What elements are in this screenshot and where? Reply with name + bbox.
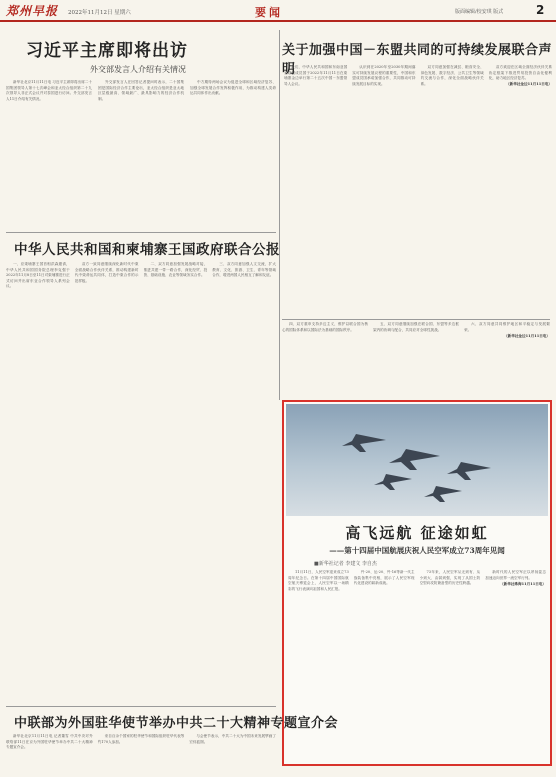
feature-byline: ■新华社记者 李建文 李自杰 [314, 561, 377, 567]
text-column [354, 570, 415, 760]
paragraph: 一、应柬埔寨王国首相洪森邀请，中华人民共和国国务院总理李克强于2022年11月8日至11日对柬埔寨进行正式访问并出席东亚合作领导人系列会议。 [6, 262, 70, 288]
source-tag: （新华社金边11月11日电） [504, 333, 550, 338]
paragraph: 四、双方重申支持多边主义，维护以联合国为核心的国际体系和以国际法为基础的国际秩序。 [282, 322, 368, 332]
article-subheadline: 外交部发言人介绍有关情况 [90, 65, 186, 74]
text-column [352, 65, 415, 317]
article-body-continued [282, 322, 550, 402]
text-column [189, 734, 276, 774]
jet-icon [374, 474, 412, 490]
article-body [6, 734, 276, 774]
feature-headline: 高飞远航 征途如虹 [345, 524, 489, 542]
text-column [212, 262, 276, 702]
text-column [6, 734, 93, 774]
text-column [6, 80, 92, 230]
article-body [284, 65, 552, 317]
text-column [190, 80, 276, 230]
paragraph: 来自百余个国家的驻华使节和国际组织驻华代表等约170人参加。 [97, 734, 185, 744]
text-column [288, 570, 349, 760]
jet-icon [424, 486, 462, 502]
paragraph: 三、双方同意加强人文交流，扩大教育、文化、旅游、卫生、青年等领域合作，增进两国人民相互了解和友谊。 [212, 262, 276, 277]
text-column [75, 262, 139, 702]
paragraph: 双方一致同意继续深化新时代中柬全面战略合作伙伴关系，推动构建新时代中柬命运共同体，打造中柬合作的示范样板。 [74, 262, 139, 283]
feature-subheadline: ——第十四届中国航展庆祝人民空军成立73周年见闻 [329, 546, 505, 555]
paragraph: 双方同意加强在减贫、粮食安全、绿色发展、数字经济、公共卫生等领域的交流与合作，深化全面战略伙伴关系。 [420, 65, 484, 86]
text-column [421, 65, 484, 317]
column-divider [279, 30, 280, 400]
article-headline: 关于加强中国－东盟共同的可持续发展联合声明 [282, 43, 553, 77]
text-column [284, 65, 347, 317]
issue-date: 2022年11月12日 星期六 [68, 10, 131, 16]
text-column [420, 570, 481, 760]
paragraph: 新时代的人民空军正以昂扬姿态加速迈向世界一流空军行列。 [485, 570, 546, 580]
text-column [6, 262, 70, 702]
section-name: 要闻 [255, 6, 283, 19]
article-headline: 中华人民共和国和柬埔寨王国政府联合公报 [14, 242, 280, 258]
article-divider [282, 319, 550, 320]
article-divider [6, 706, 276, 707]
paragraph: 二、双方同意加强发展战略对接，推进共建一带一路合作，深化经贸、投资、基础设施、农业等领域务实合作。 [143, 262, 208, 277]
article-headline: 中联部为外国驻华使节举办中共二十大精神专题宣介会 [14, 716, 339, 731]
article-body [288, 570, 546, 760]
paragraph: 六、双方同意共同维护地区和平稳定与发展繁荣。 [464, 322, 550, 332]
paragraph: 五、双方同意继续加强在联合国、东盟等多边框架内的协调与配合，共同应对全球性挑战。 [373, 322, 459, 332]
jet-formation-graphic [286, 404, 548, 516]
text-column [464, 322, 550, 402]
text-column [98, 734, 185, 774]
text-column [144, 262, 208, 702]
text-column [489, 65, 552, 317]
masthead [0, 0, 556, 22]
editor-credits: 版面编辑/校安琪 版式 [455, 9, 504, 15]
paragraph: 新华社北京11月11日电 习近平主席即将出席二十国集团领导人第十七次峰会和亚太经合组织第二十九次领导人非正式会议并对泰国进行访问。外交部发言人11日介绍有关情况。 [6, 80, 92, 101]
paragraph: 歼-20、运-20、歼-16等新一代主战装备集中亮相，展示了人民空军现代化建设的崭新成就。 [353, 570, 415, 585]
text-column [282, 322, 368, 402]
paragraph: 认识到在2020年至2030年期间落实可持续发展议程的重要性，中国和东盟成员国承诺加强合作，共同推动可持续发展目标的实现。 [352, 65, 416, 86]
text-column [373, 322, 459, 402]
text-column [98, 80, 184, 230]
jet-icon [389, 449, 440, 470]
jet-icon [342, 434, 386, 452]
page-number: 2 [536, 3, 545, 17]
paragraph: 73年来，人民空军从无到有、从小到大、由弱到强，实现了从国土防空型向攻防兼备型的历史性跨越。 [419, 570, 481, 585]
source-tag: （新华社金边11月11日电） [506, 82, 552, 86]
article-divider [6, 232, 276, 233]
paragraph: 新华社北京11月11日电 记者董雪 中共中央对外联络部11日在京为外国驻华使节举办中共二十大精神专题宣介会。 [6, 734, 93, 749]
paragraph: 中方期待两场会议为促进全球和区域经济复苏、加强全球发展合作发挥积极作用，为推动构建人类命运共同体作出贡献。 [190, 80, 276, 95]
paragraph: 双方欢迎在区域全面经济伙伴关系协定框架下推进贸易投资自由化便利化，助力地区经济复苏。 [488, 65, 552, 80]
paragraph: 与会使节表示，中共二十大为中国未来发展擘画了宏伟蓝图。 [189, 734, 277, 744]
article-body [6, 262, 276, 702]
article-headline: 习近平主席即将出访 [26, 41, 188, 61]
source-tag: （新华社珠海11月11日电） [500, 581, 546, 586]
jet-icon [447, 462, 491, 480]
paragraph: 外交部发言人在回答记者提问时表示，二十国集团是国际经济合作主要论坛，亚太经合组织是亚太地区层级最高、领域最广、最具影响力的经济合作机制。 [98, 80, 184, 101]
aircraft-formation-photo [286, 404, 548, 516]
paragraph: 我们，中华人民共和国和东南亚国家联盟成员国于2022年11月11日在柬埔寨金边举行第二十五次中国－东盟领导人会议。 [284, 65, 348, 86]
paragraph: 11月11日，人民空军迎来成立73周年纪念日。在第十四届中国国际航空航天博览会上，人民空军以一场精彩的飞行表演向祖国和人民汇报。 [288, 570, 349, 591]
newspaper-logo: 郑州早报 [6, 4, 59, 18]
article-body [6, 80, 276, 230]
text-column [485, 570, 546, 760]
